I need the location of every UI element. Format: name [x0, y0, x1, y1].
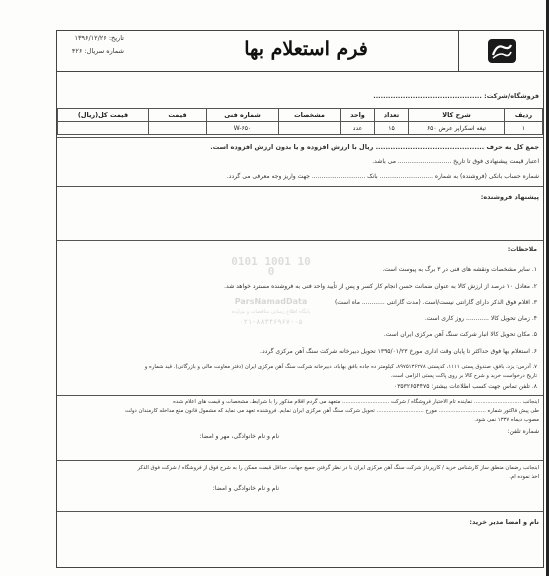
note-item: تاریخ درخواست خرید و شرح کالا بر روی پاکت پستی الزامی است. [390, 373, 537, 379]
table-row [58, 122, 543, 135]
account-line: شماره حساب بانکی (فروشنده) به شماره ............................ بانک ............................ جهت واریز وجه معرفی می گردد. [226, 173, 539, 180]
table-cell: W-۶۵۰ [207, 122, 279, 135]
divider [57, 137, 543, 138]
buyer-sign-label: نام و نام خانوادگی و امضا: [212, 485, 279, 492]
divider [57, 240, 543, 241]
divider [57, 460, 543, 461]
watermark-brand: ParsNamadData [234, 297, 308, 306]
note-item: ۱. سایر مشخصات ونقشه های فنی در ۳ برگ به پیوست است. [382, 266, 537, 273]
form-meta [4, 32, 124, 58]
buyer-line: اخذ نموده ام. [509, 474, 539, 480]
phone-label: شماره تلفن: [507, 428, 539, 435]
shop-line: فروشگاه/شرکت: ............................................ [373, 92, 539, 100]
divider [57, 395, 543, 396]
table-cell: ۱ [505, 122, 543, 135]
notes-label: ملاحظات: [507, 246, 537, 253]
note-item: ۳. اقلام فوق الذکر دارای گارانتی نیست/است. (مدت گارانتی ............ ماه است) [334, 299, 537, 306]
divider [57, 186, 543, 187]
col-header: شرح کالا [409, 109, 505, 122]
table-cell: تیغه اسکراپر عرض ۶۵۰ [409, 122, 505, 135]
table-cell [279, 122, 341, 135]
col-header: تعداد [375, 109, 409, 122]
col-header: واحد [341, 109, 375, 122]
watermark-phone: ۰۲۱-۸۸۳۴۶۹۶۷-۰۵ [239, 318, 303, 326]
seller-sign-label: نام و نام خانوادگی، مهر و امضا: [199, 433, 279, 440]
seller-offer-label: پیشنهاد فروشنده: [480, 193, 539, 201]
watermark-tagline: پایگاه اطلاع رسانی مناقصات و مزایده [231, 309, 311, 315]
watermark-digits: 0101 1001 10 0 [231, 255, 311, 278]
form-serial: شماره سریال: ۴۲۶ [71, 47, 124, 55]
company-logo-icon [487, 38, 517, 64]
validity-line: اعتبار قیمت پیشنهادی فوق تا تاریخ ............................ می باشد. [372, 158, 539, 165]
commitment-line: اینجانب ............................ نماینده تام الاختیار فروشگاه / شرکت ............................ متعهد می گردم اقلام مذکور را با شرایط، مشخصات و قیمت های اعلام شده [173, 399, 539, 405]
commitment-line: مصوب دیماه ۱۳۳۷ نمی شود. [474, 417, 539, 423]
note-item: ۴. زمان تحویل کالا ............ روز کاری است. [424, 315, 537, 322]
watermark-stamp [225, 245, 317, 325]
buyer-line: اینجانب رضمان منطق ساز کارشناس خرید / کارپرداز شرکت سنگ آهن مرکزی ایران با در نظر گرفتن جمیع جهات، حداقل قیمت ممکن را به شرح فوق از فروشگاه / شرکت فوق الذکر [137, 465, 539, 471]
col-header: شماره فنی [207, 109, 279, 122]
table-cell: ۱۵ [375, 122, 409, 135]
note-item: ۵. مکان تحویل کالا انبار شرکت سنگ آهن مرکزی ایران است. [383, 331, 537, 338]
note-item: ۸. تلفن تماس جهت کسب اطلاعات بیشتر: ۰۳۵۳۲۶۵۴۴۷۵ [393, 383, 537, 390]
table-cell [58, 122, 149, 135]
form-title: فرم استعلام بها [244, 38, 368, 60]
note-item: ۷. آدرس: یزد، بافق، صندوق پستی ۱۱۱۱، کدپستی ۸۹۷۵۱۳۶۲۷۸، کیلومتر ده جاده بافق بهاباد، دبیرخانه شرکت سنگ آهن مرکزی ایران (دفتر معاونت مالی و بازرگانی). قید شماره و [144, 364, 537, 370]
col-header: قیمت کل(ریال) [58, 109, 149, 122]
manager-label: نام و امضا مدیر خرید: [469, 518, 539, 526]
divider [57, 511, 543, 512]
commitment-line: طی پیش فاکتور شماره ............................ مورخ ............................ تحویل شرکت سنگ آهن مرکزی ایران نمایم. فروشنده تعهد می نماید که مشمول قانون منع مداخله کارمندان دولت [125, 408, 539, 414]
items-table [57, 108, 543, 135]
note-item: ۶. استعلام بها فوق حداکثر تا پایان وقت اداری مورخ ۱۳۹۵/۰۱/۲۳ تحویل دبیرخانه شرکت سنگ آهن مرکزی گردد. [260, 348, 537, 355]
total-line: جمع کل به حرف ............................................ ریال با ارزش افزوده و یا بدون ارزش افزوده است. [210, 143, 539, 151]
table-cell: عدد [341, 122, 375, 135]
table-cell [149, 122, 207, 135]
col-header: مشخصات [279, 109, 341, 122]
table-header-row [58, 109, 543, 122]
form-header [56, 30, 544, 72]
form-date: تاریخ: ۱۳۹۶/۱۲/۲۶ [74, 34, 124, 42]
note-item: ۲. معادل ۱۰ درصد از ارزش کالا به عنوان ضمانت حسن انجام کار کسر و پس از تأیید واحد فنی به فروشنده مسترد خواهد شد. [224, 283, 537, 290]
company-logo [458, 30, 544, 72]
col-header: ردیف [505, 109, 543, 122]
col-header: قیمت [149, 109, 207, 122]
